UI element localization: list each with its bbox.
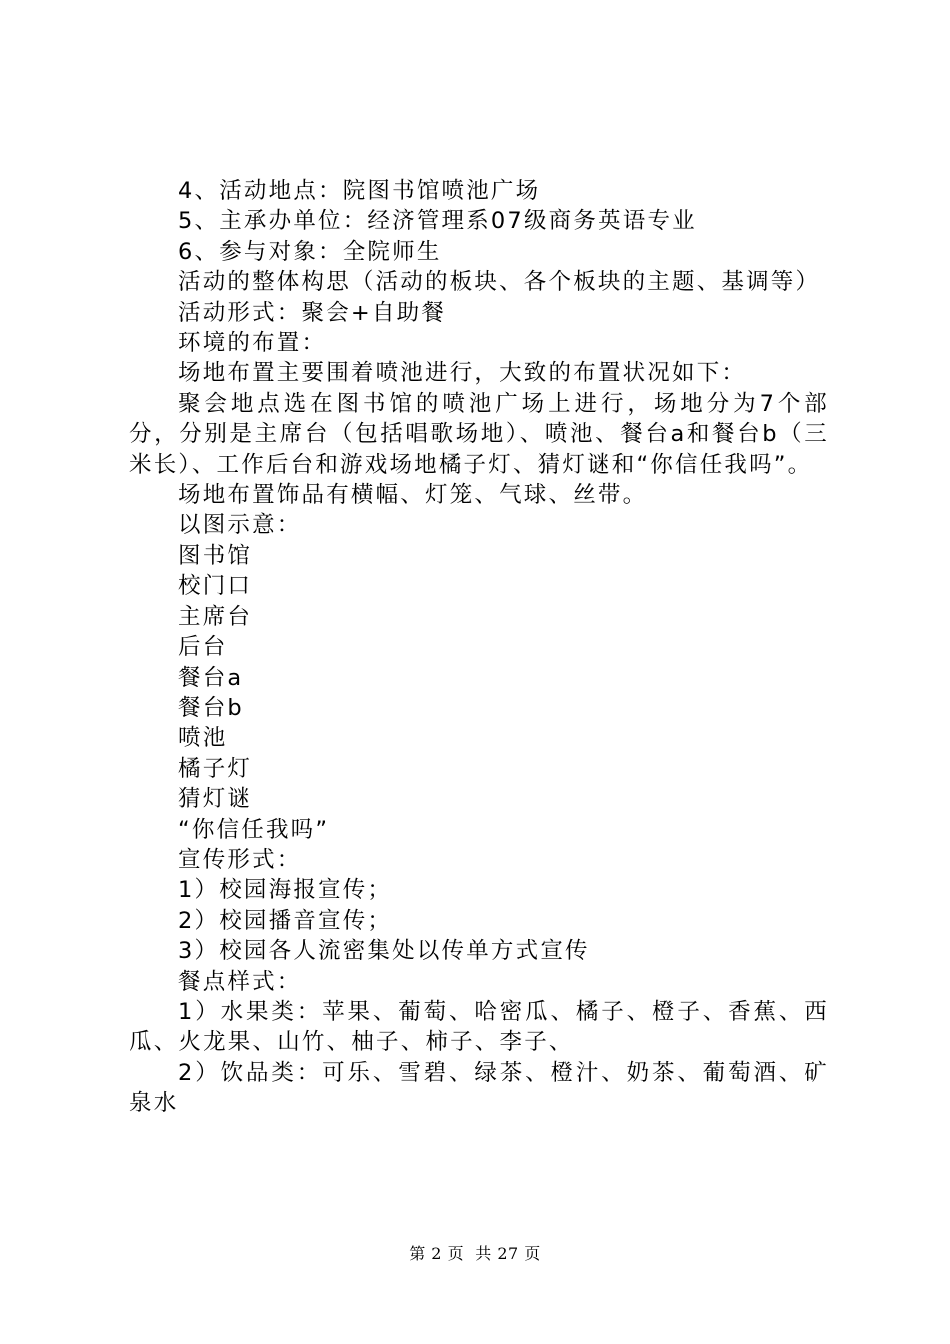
diagram-label-trust-game: “你信任我吗” bbox=[178, 816, 330, 843]
page-number-footer: 第 2 页 共 27 页 bbox=[409, 1244, 541, 1263]
paragraph-venue-layout: 聚会地点选在图书馆的喷池广场上进行，场地分为7个部分，分别是主席台（包括唱歌场地）、喷池、餐台a和餐台b（三米长）、工作后台和游戏场地橘子灯、猜灯谜和“你信任我吗”。 bbox=[129, 390, 829, 478]
paragraph-venue: 4、活动地点：院图书馆喷池广场 bbox=[178, 178, 541, 204]
diagram-label-library: 图书馆 bbox=[178, 542, 253, 569]
paragraph-food-heading: 餐点样式： bbox=[178, 968, 302, 995]
list-item-drinks: 2）饮品类：可乐、雪碧、绿茶、橙汁、奶茶、葡萄酒、矿泉水 bbox=[129, 1059, 829, 1117]
paragraph-organizer: 5、主承办单位：经济管理系07级商务英语专业 bbox=[178, 208, 697, 235]
paragraph-layout-intro: 场地布置主要围着喷池进行，大致的布置状况如下： bbox=[178, 360, 747, 387]
paragraph-promotion-heading: 宣传形式： bbox=[178, 846, 302, 873]
paragraph-activity-format: 活动形式：聚会+自助餐 bbox=[178, 299, 447, 326]
paragraph-diagram-heading: 以图示意： bbox=[178, 512, 302, 539]
paragraph-participants: 6、参与对象：全院师生 bbox=[178, 238, 442, 265]
paragraph-overall-concept: 活动的整体构思（活动的板块、各个板块的主题、基调等） bbox=[178, 269, 821, 296]
diagram-label-lantern-riddles: 猜灯谜 bbox=[178, 786, 253, 813]
diagram-label-orange-lantern: 橘子灯 bbox=[178, 755, 253, 782]
list-item-broadcast: 2）校园播音宣传； bbox=[178, 907, 393, 934]
document-body bbox=[129, 176, 829, 1119]
diagram-label-dining-table-a: 餐台a bbox=[178, 664, 244, 691]
diagram-label-dining-table-b: 餐台b bbox=[178, 694, 244, 721]
diagram-label-backstage: 后台 bbox=[178, 634, 228, 661]
diagram-label-main-stage: 主席台 bbox=[178, 603, 253, 630]
list-item-flyers: 3）校园各人流密集处以传单方式宣传 bbox=[178, 938, 590, 965]
paragraph-decorations: 场地布置饰品有横幅、灯笼、气球、丝带。 bbox=[178, 482, 648, 509]
list-item-fruits: 1）水果类：苹果、葡萄、哈密瓜、橘子、橙子、香蕉、西瓜、火龙果、山竹、柚子、柿子、李子、 bbox=[129, 998, 829, 1056]
diagram-label-school-gate: 校门口 bbox=[178, 573, 253, 600]
list-item-poster: 1）校园海报宣传； bbox=[178, 877, 393, 904]
diagram-label-fountain: 喷池 bbox=[178, 725, 228, 752]
paragraph-environment-heading: 环境的布置： bbox=[178, 330, 327, 357]
